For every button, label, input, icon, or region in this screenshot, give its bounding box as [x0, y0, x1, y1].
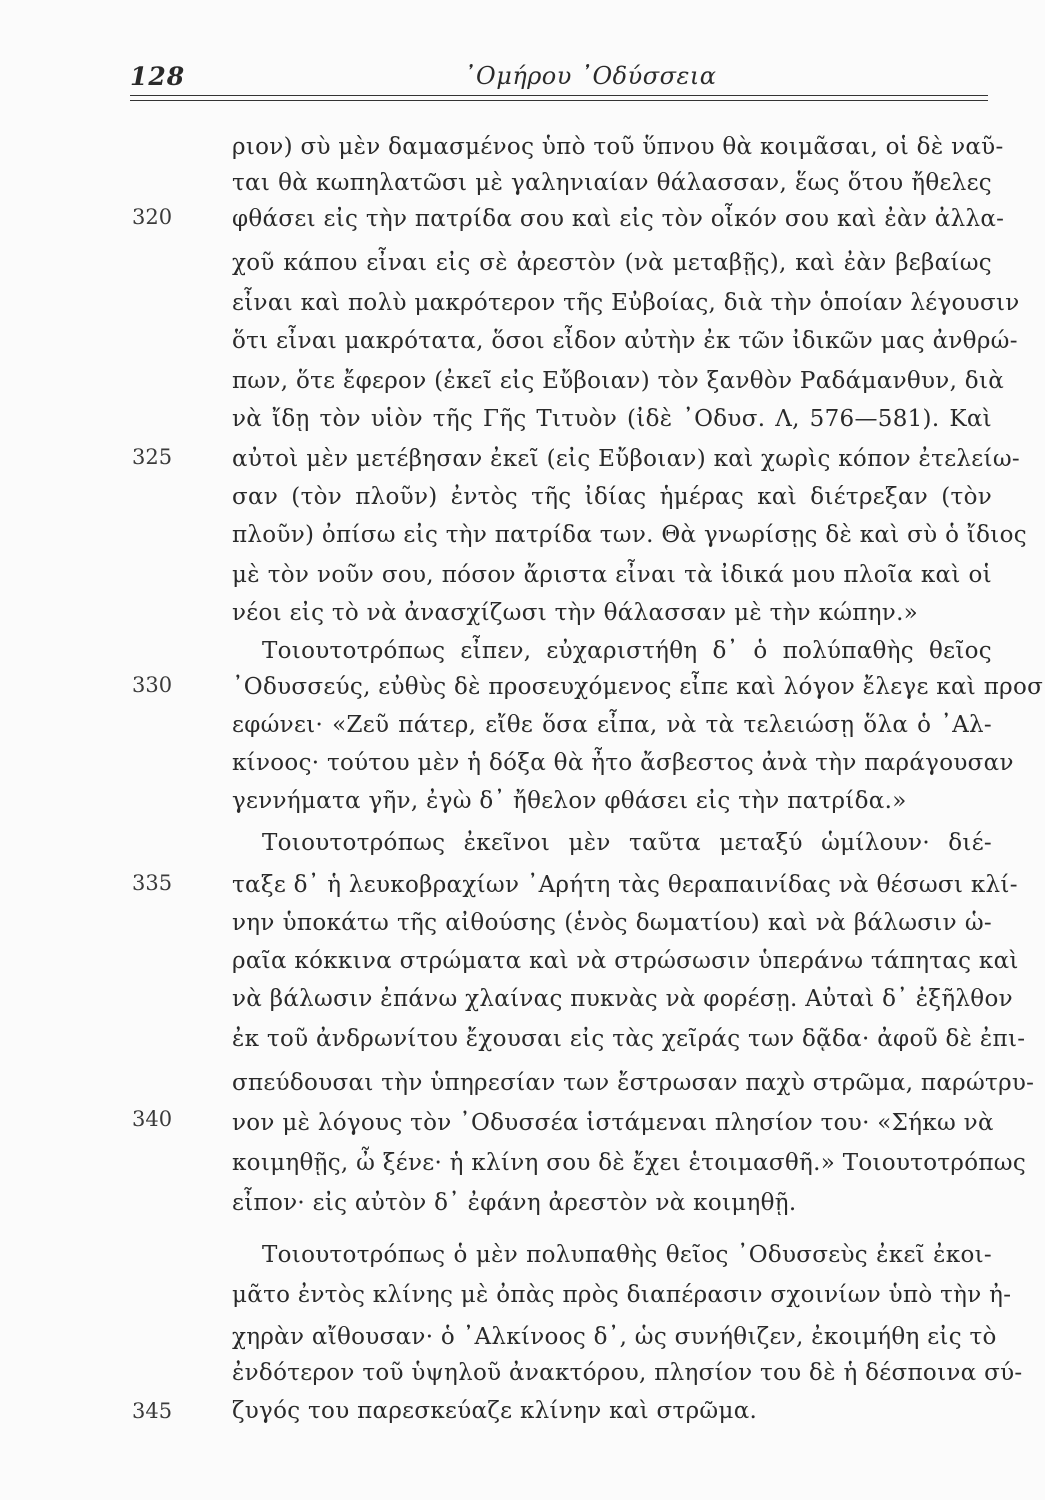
text-line: νὰ ἴδῃ τὸν υἱὸν τῆς Γῆς Τιτυὸν (ἰδὲ ᾿Οδυσ. Λ, 576—581). Καὶ — [232, 406, 992, 432]
text-line: νὰ βάλωσιν ἐπάνω χλαίνας πυκνὰς νὰ φορέσῃ. Αὐταὶ δ᾿ ἐξῆλθον — [232, 986, 1013, 1012]
running-title: ᾿Ομήρου ᾿Οδύσσεια — [463, 62, 717, 90]
text-line: ὅτι εἶναι μακρότατα, ὅσοι εἶδον αὐτὴν ἐκ τῶν ἰδικῶν μας ἀνθρώ- — [232, 328, 1018, 354]
text-line: φθάσει εἰς τὴν πατρίδα σου καὶ εἰς τὸν οἶκόν σου καὶ ἐὰν ἀλλα- — [232, 206, 1005, 232]
text-line: νέοι εἰς τὸ νὰ ἀνασχίζωσι τὴν θάλασσαν μὲ τὴν κώπην.» — [232, 600, 919, 626]
text-line: πων, ὅτε ἔφερον (ἐκεῖ εἰς Εὔβοιαν) τὸν ξανθὸν Ραδάμανθυν, διὰ — [232, 368, 1005, 394]
text-line: εἶναι καὶ πολὺ μακρότερον τῆς Εὐβοίας, διὰ τὴν ὁποίαν λέγουσιν — [232, 290, 1020, 316]
text-line: ριον) σὺ μὲν δαμασμένος ὑπὸ τοῦ ὕπνου θὰ κοιμᾶσαι, οἱ δὲ ναῦ- — [232, 134, 1004, 160]
text-line: ταξε δ᾿ ἡ λευκοβραχίων ᾿Αρήτη τὰς θεραπαινίδας νὰ θέσωσι κλί- — [232, 872, 1018, 898]
text-line: εἶπον· εἰς αὐτὸν δ᾿ ἐφάνη ἀρεστὸν νὰ κοιμηθῇ. — [232, 1190, 797, 1216]
line-number: 340 — [132, 1107, 173, 1131]
text-line: χοῦ κάπου εἶναι εἰς σὲ ἀρεστὸν (νὰ μεταβῇς), καὶ ἐὰν βεβαίως — [232, 250, 992, 276]
text-line: νην ὑποκάτω τῆς αἰθούσης (ἑνὸς δωματίου) καὶ νὰ βάλωσιν ὡ- — [232, 910, 992, 936]
header-rule — [130, 95, 988, 96]
text-line: αὐτοὶ μὲν μετέβησαν ἐκεῖ (εἰς Εὔβοιαν) καὶ χωρὶς κόπον ἐτελείω- — [232, 446, 1020, 472]
text-line: νον μὲ λόγους τὸν ᾿Οδυσσέα ἱστάμεναι πλησίον του· «Σήκω νὰ — [232, 1110, 994, 1136]
text-line: κίνοος· τούτου μὲν ἡ δόξα θὰ ἦτο ἄσβεστος ἀνὰ τὴν παράγουσαν — [232, 750, 1014, 776]
header-rule-thin — [130, 100, 988, 101]
text-line: εφώνει· «Ζεῦ πάτερ, εἴθε ὅσα εἶπα, νὰ τὰ τελειώσῃ ὅλα ὁ ᾿Αλ- — [232, 712, 992, 738]
line-number: 320 — [132, 205, 173, 229]
text-line: σαν (τὸν πλοῦν) ἐντὸς τῆς ἰδίας ἡμέρας καὶ διέτρεξαν (τὸν — [232, 484, 992, 510]
text-line: μᾶτο ἐντὸς κλίνης μὲ ὀπὰς πρὸς διαπέρασιν σχοινίων ὑπὸ τὴν ἠ- — [232, 1282, 1012, 1308]
text-line: Τοιουτοτρόπως ὁ μὲν πολυπαθὴς θεῖος ᾿Οδυσσεὺς ἐκεῖ ἐκοι- — [262, 1242, 992, 1268]
text-line: Τοιουτοτρόπως εἶπεν, εὐχαριστήθη δ᾿ ὁ πολύπαθὴς θεῖος — [262, 638, 992, 664]
text-line: ραῖα κόκκινα στρώματα καὶ νὰ στρώσωσιν ὑπεράνω τάπητας καὶ — [232, 948, 1019, 974]
text-line: ται θὰ κωπηλατῶσι μὲ γαληνιαίαν θάλασσαν, ἕως ὅτου ἤθελες — [232, 170, 992, 196]
text-line: χηρὰν αἴθουσαν· ὁ ᾿Αλκίνοος δ᾿, ὡς συνήθιζεν, ἐκοιμήθη εἰς τὸ — [232, 1324, 997, 1350]
text-line: γεννήματα γῆν, ἐγὼ δ᾿ ἤθελον φθάσει εἰς τὴν πατρίδα.» — [232, 788, 907, 814]
line-number: 345 — [132, 1399, 173, 1423]
text-line: Τοιουτοτρόπως ἐκεῖνοι μὲν ταῦτα μεταξύ ὡμίλουν· διέ- — [262, 830, 992, 856]
page-number: 128 — [130, 62, 186, 91]
text-line: ᾿Οδυσσεύς, εὐθὺς δὲ προσευχόμενος εἶπε καὶ λόγον ἔλεγε καὶ προσ — [232, 674, 1044, 700]
text-line: σπεύδουσαι τὴν ὑπηρεσίαν των ἔστρωσαν παχὺ στρῶμα, παρώτρυ- — [232, 1070, 1035, 1096]
page-header — [130, 62, 990, 102]
line-number: 330 — [132, 673, 173, 697]
text-line: ἐνδότερον τοῦ ὑψηλοῦ ἀνακτόρου, πλησίον του δὲ ἡ δέσποινα σύ- — [232, 1360, 1023, 1386]
line-number: 325 — [132, 445, 173, 469]
text-line: κοιμηθῇς, ὦ ξένε· ἡ κλίνη σου δὲ ἔχει ἑτοιμασθῆ.» Τοιουτοτρόπως — [232, 1150, 1027, 1176]
text-line: πλοῦν) ὀπίσω εἰς τὴν πατρίδα των. Θὰ γνωρίσῃς δὲ καὶ σὺ ὁ ἴδιος — [232, 522, 1027, 548]
line-number: 335 — [132, 871, 173, 895]
text-line: ἐκ τοῦ ἀνδρωνίτου ἔχουσαι εἰς τὰς χεῖράς των δᾷδα· ἀφοῦ δὲ ἐπι- — [232, 1026, 1026, 1052]
text-line: μὲ τὸν νοῦν σου, πόσον ἄριστα εἶναι τὰ ἰδικά μου πλοῖα καὶ οἱ — [232, 562, 992, 588]
text-line: ζυγός του παρεσκεύαζε κλίνην καὶ στρῶμα. — [232, 1398, 758, 1424]
